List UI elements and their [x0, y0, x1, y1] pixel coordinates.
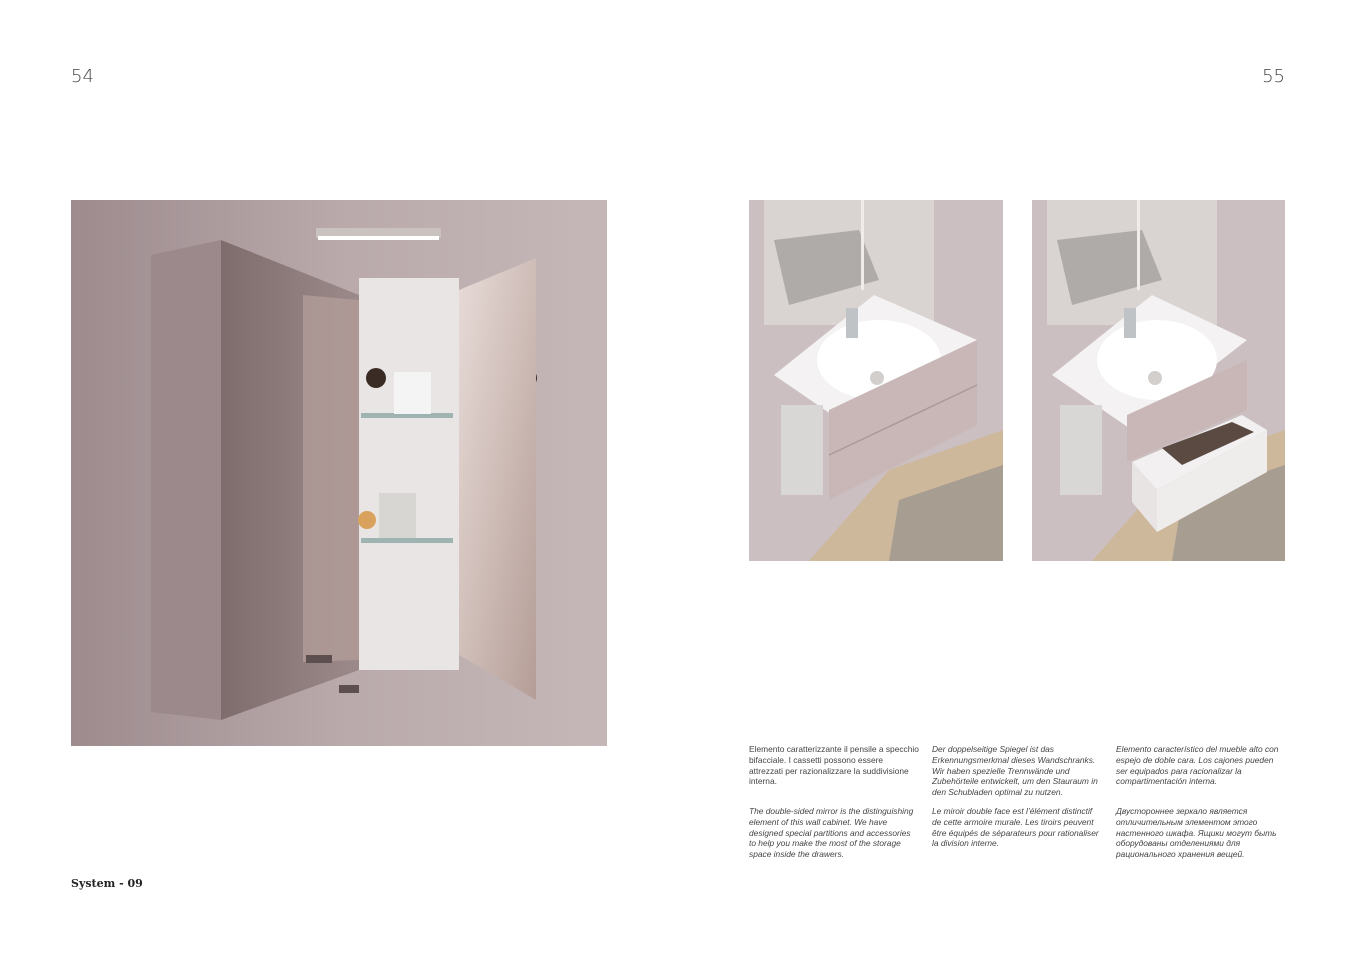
vanity-open-drawer-illustration	[1032, 200, 1285, 561]
caption-spanish: Elemento característico del mueble alto con espejo de doble cara. Los cajones pueden ser equipados para racionalizar la compartimentación interna.	[1116, 744, 1279, 787]
caption-russian: Двустороннее зеркало является отличительным элементом этого настенного шкафа. Ящики могут быть оборудованы отделениями для рационального хранения вещей.	[1116, 806, 1277, 860]
page-number-left: 54	[71, 66, 94, 87]
vanity-closed-photo	[749, 200, 1003, 561]
caption-german: Der doppelseitige Spiegel ist das Erkennungsmerkmal dieses Wandschranks. Wir haben spezielle Trennwände und Zubehörteile entwickelt, um den Stauraum in den Schubladen optimal zu nutzen.	[932, 744, 1098, 798]
footer-brand: System - 09	[71, 877, 143, 890]
mirror-cabinet-photo	[71, 200, 607, 746]
caption-english: The double-sided mirror is the distinguishing element of this wall cabinet. We have designed special partitions and accessories to help you make the most of the storage space inside the drawers.	[749, 806, 914, 860]
page-number-right: 55	[1262, 66, 1285, 87]
vanity-open-drawer-photo	[1032, 200, 1285, 561]
caption-french: Le miroir double face est l’élément distinctif de cette armoire murale. Les tiroirs peuvent être équipés de séparateurs pour rationaliser la division interne.	[932, 806, 1099, 849]
caption-italian: Elemento caratterizzante il pensile a specchio bifacciale. I cassetti possono essere attrezzati per razionalizzare la suddivisione interna.	[749, 744, 919, 787]
vanity-closed-illustration	[749, 200, 1003, 561]
mirror-cabinet-illustration	[71, 200, 607, 746]
